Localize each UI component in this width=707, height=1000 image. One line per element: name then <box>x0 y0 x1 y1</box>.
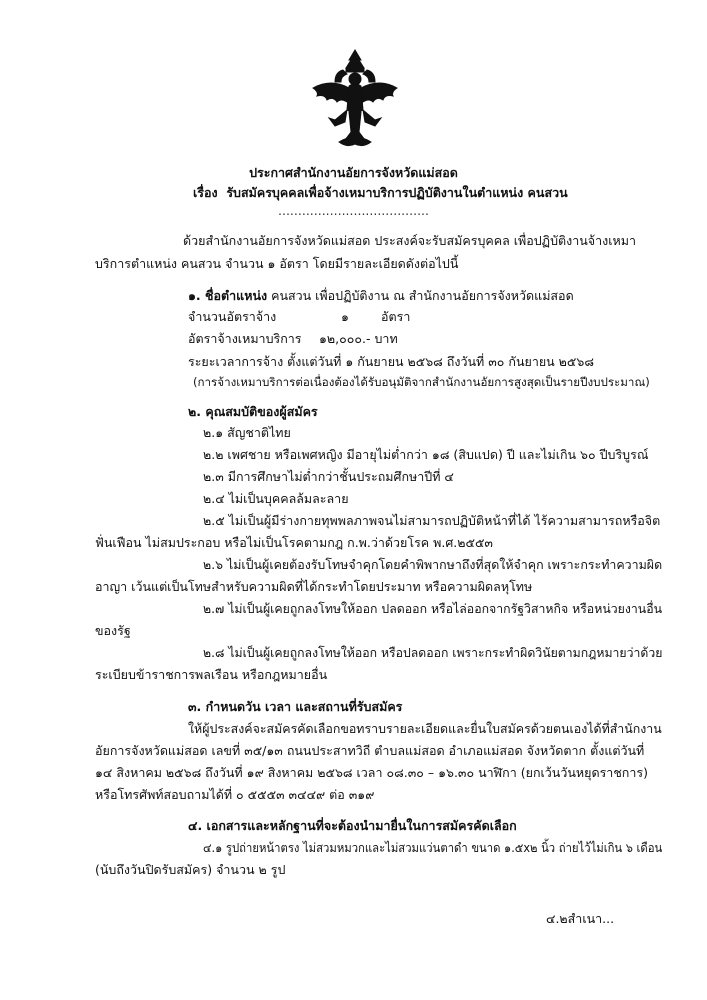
subject-line <box>193 185 568 201</box>
qualification-7-line-1: ๒.๗ ไม่เป็นผู้เคยถูกลงโทษให้ออก ปลดออก หรือไล่ออกจากรัฐวิสาหกิจ หรือหน่วยงานอื่น <box>203 601 663 616</box>
wage-label: อัตราจ้างเหมาบริการ <box>188 331 302 346</box>
section-1-title: ๑. ชื่อตำแหน่ง <box>188 288 268 303</box>
qualification-5-line-1: ๒.๕ ไม่เป็นผู้มีร่างกายทุพพลภาพจนไม่สามารถปฏิบัติหน้าที่ได้ ไร้ความสามารถหรือจิต <box>203 513 661 528</box>
garuda-emblem-icon <box>305 48 405 152</box>
employment-period: ระยะเวลาการจ้าง ตั้งแต่วันที่ ๑ กันยายน ๒๕๖๘ ถึงวันที่ ๓๐ กันยายน ๒๕๖๘ <box>188 354 594 369</box>
section-4-title: ๔. เอกสารและหลักฐานที่จะต้องนำมายื่นในการสมัครคัดเลือก <box>188 818 517 833</box>
qualification-5-line-2: ฟั่นเฟือน ไม่สมประกอบ หรือไม่เป็นโรคตามกฎ ก.พ.ว่าด้วยโรค พ.ศ.๒๕๕๓ <box>95 535 493 550</box>
qualification-6-line-2: อาญา เว้นแต่เป็นโทษสำหรับความผิดที่ได้กระทำโดยประมาท หรือความผิดลหุโทษ <box>95 579 533 594</box>
qualification-7-line-2: ของรัฐ <box>95 623 131 638</box>
application-info-line-1: ให้ผู้ประสงค์จะสมัครคัดเลือกขอทราบรายละเอียดและยื่นใบสมัครด้วยตนเองได้ที่สำนักงาน <box>188 721 662 736</box>
application-info-line-2: อัยการจังหวัดแม่สอด เลขที่ ๓๕/๑๓ ถนนประสาทวิถี ตำบลแม่สอด อำเภอแม่สอด จังหวัดตาก ตั้งแต่วันที่ <box>95 743 645 758</box>
document-title: ประกาศสำนักงานอัยการจังหวัดแม่สอด <box>249 165 458 180</box>
page-continuation: ๔.๒สำเนา... <box>546 911 615 926</box>
qualification-4: ๒.๔ ไม่เป็นบุคคลล้มละลาย <box>203 491 349 506</box>
employment-note: (การจ้างเหมาบริการต่อเนื่องต้องได้รับอนุมัติจากสำนักงานอัยการสูงสุดเป็นรายปีงบประมาณ) <box>193 375 650 389</box>
section-1-heading <box>188 288 574 304</box>
qualification-6-line-1: ๒.๖ ไม่เป็นผู้เคยต้องรับโทษจำคุกโดยคำพิพากษาถึงที่สุดให้จำคุก เพราะกระทำความผิด <box>203 557 663 572</box>
qualification-1: ๒.๑ สัญชาติไทย <box>203 425 291 440</box>
qualification-2: ๒.๒ เพศชาย หรือเพศหญิง มีอายุไม่ต่ำกว่า ๑๘ (สิบแปด) ปี และไม่เกิน ๖๐ ปีบริบูรณ์ <box>203 447 649 462</box>
intro-line-2: บริการตำแหน่ง คนสวน จำนวน ๑ อัตรา โดยมีรายละเอียดดังต่อไปนี้ <box>95 256 459 271</box>
qualification-8-line-2: ระเบียบข้าราชการพลเรือน หรือกฎหมายอื่น <box>95 667 328 682</box>
subject-label: เรื่อง <box>193 185 218 200</box>
application-info-line-3: ๑๔ สิงหาคม ๒๕๖๘ ถึงวันที่ ๑๙ สิงหาคม ๒๕๖๘ เวลา ๐๘.๓๐ – ๑๖.๓๐ นาฬิกา (ยกเว้นวันหยุดราชการ) <box>95 765 648 780</box>
wage-value: ๑๒,๐๐๐.- บาท <box>319 331 398 346</box>
document-1-line-1: ๔.๑ รูปถ่ายหน้าตรง ไม่สวมหมวกและไม่สวมแว่นตาดำ ขนาด ๑.๕x๒ นิ้ว ถ่ายไว้ไม่เกิน ๖ เดือน <box>203 840 663 855</box>
section-3-title: ๓. กำหนดวัน เวลา และสถานที่รับสมัคร <box>188 699 403 714</box>
document-1-line-2: (นับถึงวันปิดรับสมัคร) จำนวน ๒ รูป <box>95 862 286 877</box>
rate-label: จำนวนอัตราจ้าง <box>188 309 277 324</box>
rate-value: ๑ <box>341 309 349 324</box>
title-divider: ...................................... <box>278 203 429 218</box>
qualification-8-line-1: ๒.๘ ไม่เป็นผู้เคยถูกลงโทษให้ออก หรือปลดออก เพราะกระทำผิดวินัยตามกฎหมายว่าด้วย <box>203 645 663 660</box>
application-info-line-4: หรือโทรศัพท์สอบถามได้ที่ ๐ ๕๕๕๓ ๓๔๔๙ ต่อ ๓๑๙ <box>95 787 375 802</box>
subject-text: รับสมัครบุคคลเพื่อจ้างเหมาบริการปฏิบัติงานในตำแหน่ง คนสวน <box>226 185 568 200</box>
intro-line-1: ด้วยสำนักงานอัยการจังหวัดแม่สอด ประสงค์จะรับสมัครบุคคล เพื่อปฏิบัติงานจ้างเหมา <box>183 233 637 248</box>
section-2-title: ๒. คุณสมบัติของผู้สมัคร <box>188 404 318 419</box>
qualification-3: ๒.๓ มีการศึกษาไม่ต่ำกว่าชั้นประถมศึกษาปีที่ ๔ <box>203 469 454 484</box>
rate-unit: อัตรา <box>381 309 411 324</box>
section-1-title-detail: คนสวน เพื่อปฏิบัติงาน ณ สำนักงานอัยการจังหวัดแม่สอด <box>267 288 574 303</box>
